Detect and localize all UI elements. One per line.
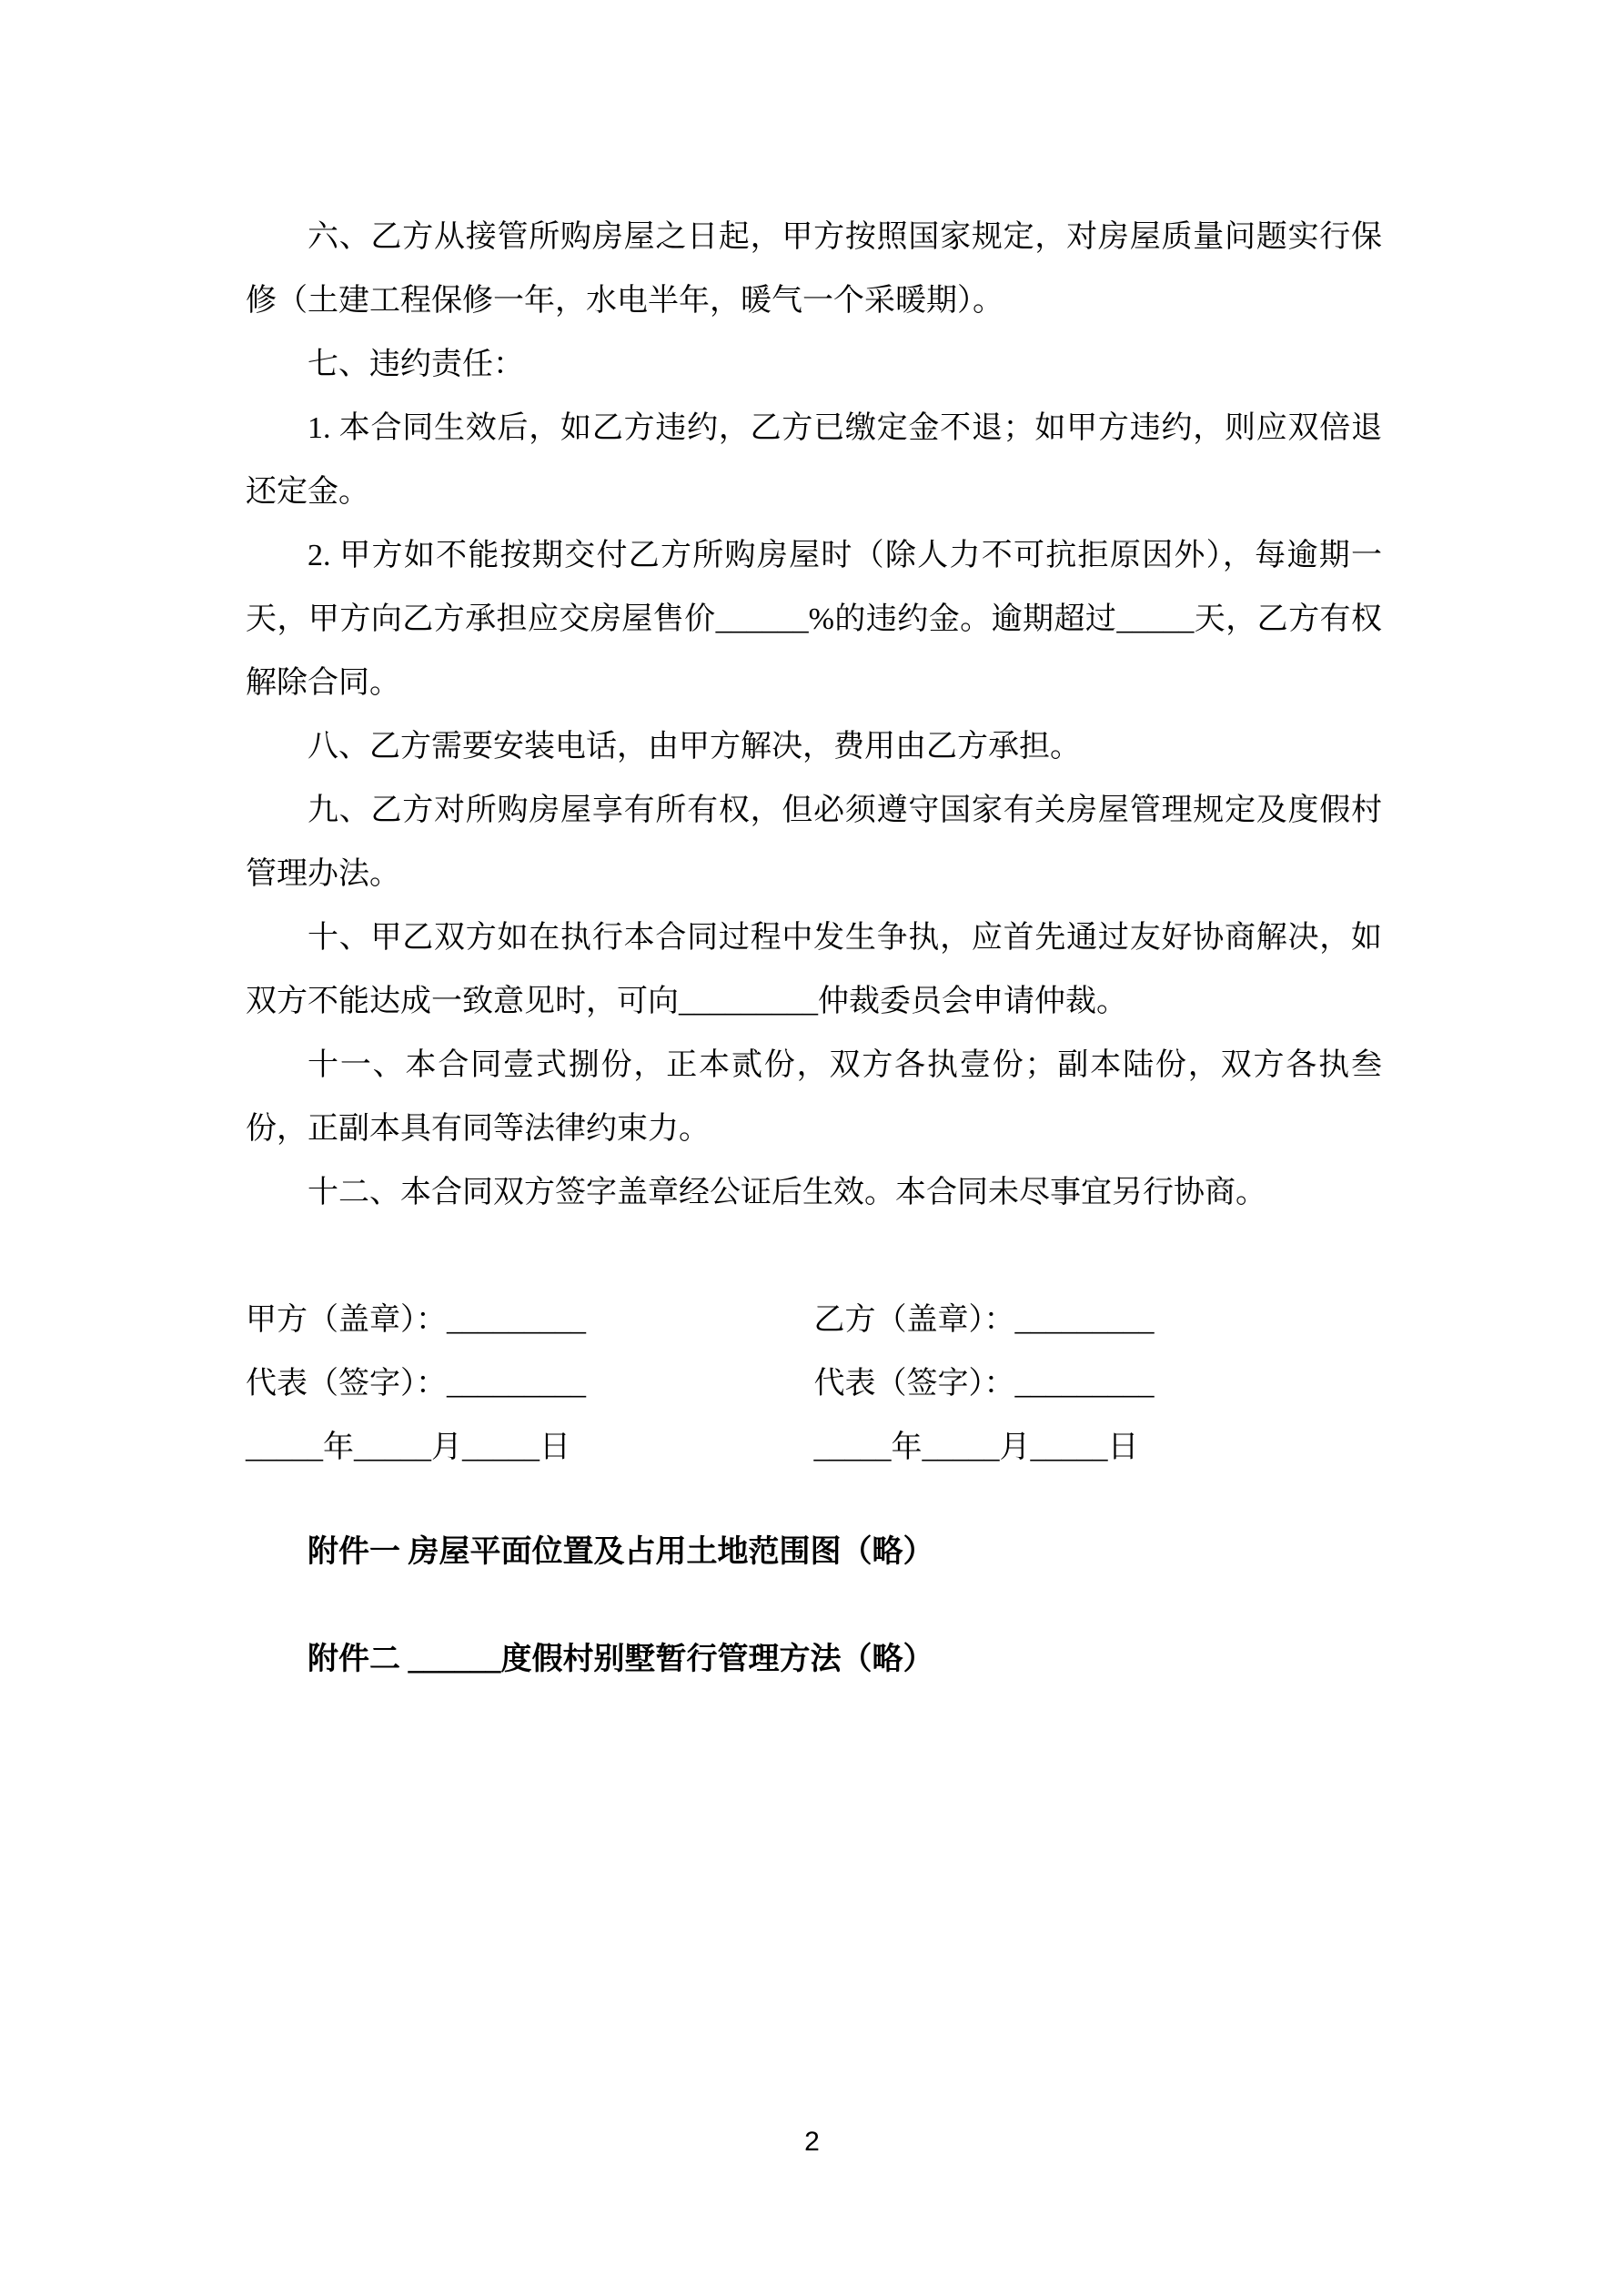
clause-8-telephone: 八、乙方需要安装电话，由甲方解决，费用由乙方承担。 bbox=[308, 730, 1081, 764]
attachment-2-management-rules: 附件二 ______度假村别墅暂行管理方法（略） bbox=[308, 1643, 934, 1676]
clause-7-item-1: 1. 本合同生效后，如乙方违约，乙方已缴定金不退；如甲方违约，则应双倍退还定金。 bbox=[246, 411, 1382, 509]
clause-6-warranty: 六、乙方从接管所购房屋之日起，甲方按照国家规定，对房屋质量问题实行保修（土建工程保修一年，水电半年，暖气一个采暖期）。 bbox=[246, 220, 1382, 318]
clause-7-breach-heading: 七、违约责任： bbox=[308, 348, 524, 381]
clause-7-item-2: 2. 甲方如不能按期交付乙方所购房屋时（除人力不可抗拒原因外），每逾期一天，甲方向乙方承担应交房屋售价______%的违约金。逾期超过_____天，乙方有权解除合同。 bbox=[246, 539, 1382, 700]
signature-block bbox=[246, 1289, 1382, 1480]
page-number: 2 bbox=[804, 2127, 820, 2157]
party-b-signature-column bbox=[814, 1289, 1383, 1480]
party-a-seal-line: 甲方（盖章）：_________ bbox=[246, 1303, 586, 1337]
clause-9-ownership: 九、乙方对所购房屋享有所有权，但必须遵守国家有关房屋管理规定及度假村管理办法。 bbox=[246, 794, 1382, 891]
attachment-1-floor-plan: 附件一 房屋平面位置及占用土地范围图（略） bbox=[308, 1535, 934, 1569]
party-a-representative-line: 代表（签字）：_________ bbox=[246, 1367, 586, 1401]
party-b-representative-line: 代表（签字）：_________ bbox=[813, 1367, 1155, 1401]
attachments-section bbox=[246, 1521, 1382, 1692]
party-b-date-line: _____年_____月_____日 bbox=[813, 1431, 1139, 1464]
party-a-date-line: _____年_____月_____日 bbox=[246, 1431, 570, 1464]
party-b-seal-line: 乙方（盖章）：_________ bbox=[813, 1303, 1155, 1337]
clause-12-effectiveness: 十二、本合同双方签字盖章经公证后生效。本合同未尽事宜另行协商。 bbox=[308, 1176, 1266, 1209]
contract-body bbox=[246, 206, 1382, 1225]
clause-10-arbitration: 十、甲乙双方如在执行本合同过程中发生争执，应首先通过友好协商解决，如双方不能达成一致意见时，可向_________仲裁委员会申请仲裁。 bbox=[246, 921, 1382, 1018]
clause-11-copies: 十一、本合同壹式捌份，正本贰份，双方各执壹份；副本陆份，双方各执叁份，正副本具有同等法律约束力。 bbox=[246, 1048, 1382, 1146]
party-a-signature-column bbox=[246, 1289, 814, 1480]
